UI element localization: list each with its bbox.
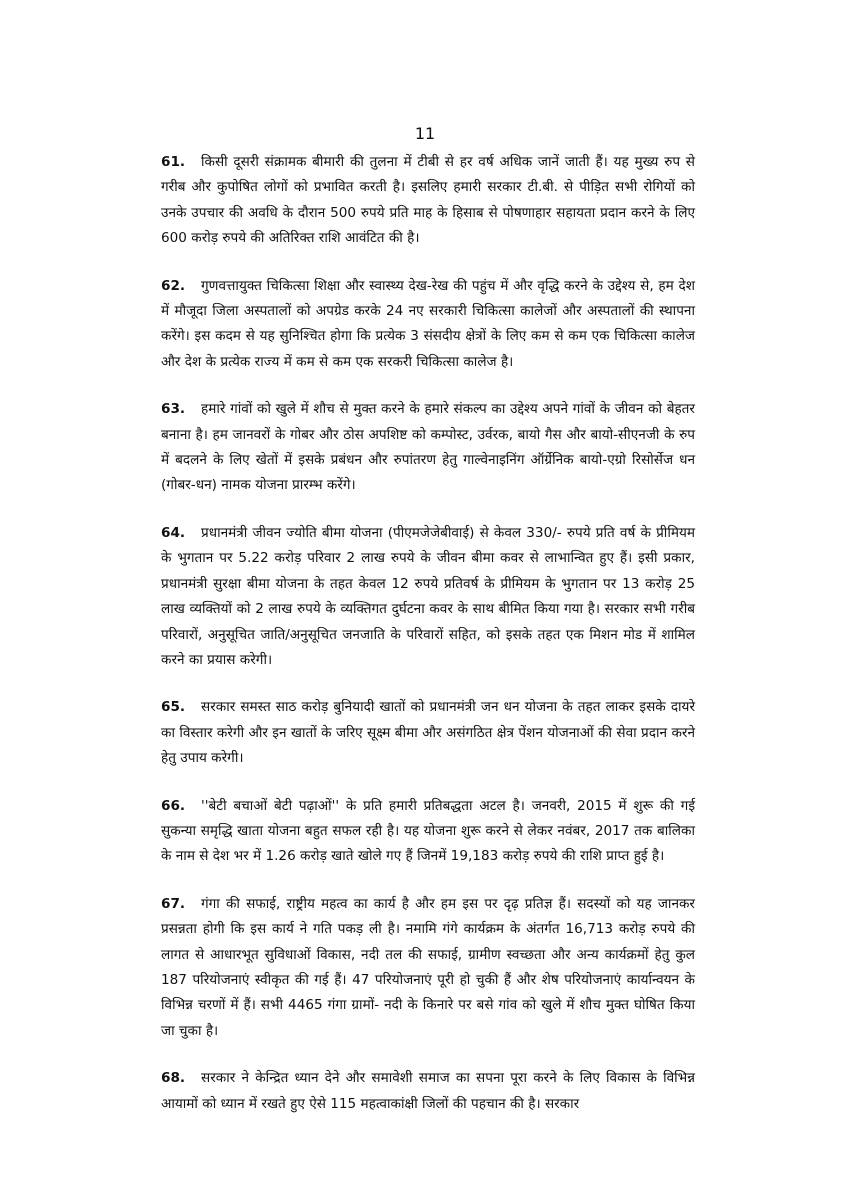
- paragraph-68: [161, 1066, 695, 1117]
- paragraph-number: 67.: [161, 895, 186, 912]
- paragraph-text: गंगा की सफाई, राष्ट्रीय महत्व का कार्य है और हम इस पर दृढ़ प्रतिज्ञ हैं। सदस्यों को यह जानकर प्रसन्नता होगी कि इस कार्य ने गति पकड़ ली है। नमामि गंगे कार्यक्रम के अंतर्गत 16,713 करोड़ रुपये की लागत से आधारभूत सुविधाओं विकास, नदी तल की सफाई, ग्रामीण स्वच्छता और अन्य कार्यक्रमों हेतु कुल 187 परियोजनाएं स्वीकृत की गई हैं। 47 परियोजनाएं पूरी हो चुकी हैं और शेष परियोजनाएं कार्यान्वयन के विभिन्न चरणों में हैं। सभी 4465 गंगा ग्रामों- नदी के किनारे पर बसे गांव को खुले में शौच मुक्त घोषित किया जा चुका है।: [161, 895, 695, 1039]
- paragraph-number: 63.: [161, 401, 186, 418]
- paragraph-62: [161, 274, 695, 376]
- paragraph-number: 61.: [161, 154, 186, 170]
- paragraph-number: 66.: [161, 797, 186, 814]
- paragraph-number: 65.: [161, 699, 186, 716]
- paragraph-text: सरकार ने केन्द्रित ध्यान देने और समावेशी समाज का सपना पूरा करने के लिए विकास के विभिन्न आयामों को ध्यान में रखते हुए ऐसे 115 महत्वाकांक्षी जिलों की पहचान की है। सरकार: [161, 1070, 695, 1112]
- paragraph-text: हमारे गांवों को खुले में शौच से मुक्त करने के हमारे संकल्प का उद्देश्य अपने गांवों के जीवन को बेहतर बनाना है। हम जानवरों के गोबर और ठोस अपशिष्ट को कम्पोस्ट, उर्वरक, बायो गैस और बायो-सीएनजी के रुप में बदलने के लिए खेतों में इसके प्रबंधन और रुपांतरण हेतु गाल्वेनाइनिंग ऑर्ग्रेनिक बायो-एग्रो रिसोर्सेज धन (गोबर-धन) नामक योजना प्रारम्भ करेंगे।: [161, 401, 695, 494]
- paragraph-text: गुणवत्तायुक्त चिकित्सा शिक्षा और स्वास्थ्य देख-रेख की पहुंच में और वृद्धि करने के उद्देश्य से, हम देश में मौजूदा जिला अस्पतालों को अपग्रेड करके 24 नए सरकारी चिकित्सा कालेजों और अस्पतालों की स्थापना करेंगे। इस कदम से यह सुनिश्चित होगा कि प्रत्येक 3 संसदीय क्षेत्रों के लिए कम से कम एक चिकित्सा कालेज और देश के प्रत्येक राज्य में कम से कम एक सरकरी चिकित्सा कालेज है।: [161, 277, 696, 370]
- paragraph-text: किसी दूसरी संक्रामक बीमारी की तुलना में टीबी से हर वर्ष अधिक जानें जाती हैं। यह मुख्य रुप से गरीब और कुपोषित लोगों को प्रभावित करती है। इसलिए हमारी सरकार टी.बी. से पीड़ित सभी रोगियों को उनके उपचार की अवधि के दौरान 500 रुपये प्रति माह के हिसाब से पोषणाहार सहायता प्रदान करने के लिए 600 करोड़ रुपये की अतिरिक्त राशि आवंटित की है।: [161, 154, 695, 247]
- paragraph-text: ''बेटी बचाओं बेटी पढ़ाओं'' के प्रति हमारी प्रतिबद्धता अटल है। जनवरी, 2015 में शुरू की गई सुकन्या समृद्धि खाता योजना बहुत सफल रही है। यह योजना शुरू करने से लेकर नवंबर, 2017 तक बालिका के नाम से देश भर में 1.26 करोड़ खाते खोले गए हैं जिनमें 19,183 करोड़ रुपये की राशि प्राप्त हुई है।: [161, 797, 695, 865]
- paragraph-64: [161, 521, 695, 673]
- paragraph-66: [161, 794, 695, 870]
- paragraph-number: 68.: [161, 1070, 186, 1087]
- paragraph-65: [161, 695, 695, 771]
- paragraph-63: [161, 397, 695, 499]
- paragraph-text: प्रधानमंत्री जीवन ज्योति बीमा योजना (पीएमजेजेबीवाई) से केवल 330/- रुपये प्रति वर्ष के प्रीमियम के भुगतान पर 5.22 करोड़ परिवार 2 लाख रुपये के जीवन बीमा कवर से लाभान्वित हुए हैं। इसी प्रकार, प्रधानमंत्री सुरक्षा बीमा योजना के तहत केवल 12 रुपये प्रतिवर्ष के प्रीमियम के भुगतान पर 13 करोड़ 25 लाख व्यक्तियों को 2 लाख रुपये के व्यक्तिगत दुर्घटना कवर के साथ बीमित किया गया है। सरकार सभी गरीब परिवारों, अनुसूचित जाति/अनुसूचित जनजाति के परिवारों सहित, को इसके तहत एक मिशन मोड में शामिल करने का प्रयास करेगी।: [161, 524, 695, 668]
- document-body: [161, 150, 695, 1139]
- paragraph-number: 64.: [161, 524, 186, 541]
- page-number: 11: [414, 124, 436, 143]
- paragraph-number: 62.: [161, 277, 186, 294]
- paragraph-61: [161, 150, 695, 252]
- paragraph-text: सरकार समस्त साठ करोड़ बुनियादी खातों को प्रधानमंत्री जन धन योजना के तहत लाकर इसके दायरे का विस्तार करेगी और इन खातों के जरिए सूक्ष्म बीमा और असंगठित क्षेत्र पेंशन योजनाओं की सेवा प्रदान करने हेतु उपाय करेगी।: [161, 699, 695, 767]
- paragraph-67: [161, 892, 695, 1044]
